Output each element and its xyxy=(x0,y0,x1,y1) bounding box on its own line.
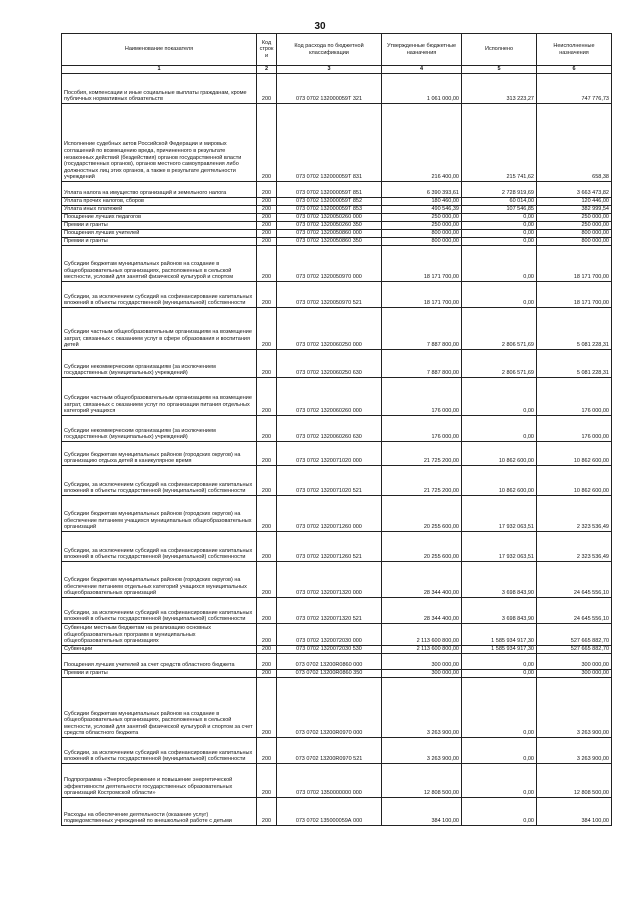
row-name: Поощрения лучших учителей за счет средств областного бюджета xyxy=(62,654,257,670)
row-approved: 250 000,00 xyxy=(382,222,462,230)
row-line-code: 200 xyxy=(257,104,277,182)
table-row xyxy=(62,624,612,646)
row-remaining: 18 171 700,00 xyxy=(537,282,612,308)
column-header-line-code: Код строк и xyxy=(257,34,277,66)
row-remaining: 120 446,00 xyxy=(537,198,612,206)
row-line-code: 200 xyxy=(257,738,277,764)
row-remaining: 5 081 228,31 xyxy=(537,308,612,350)
column-number: 5 xyxy=(462,66,537,74)
row-approved: 18 171 700,00 xyxy=(382,282,462,308)
row-approved: 7 887 800,00 xyxy=(382,308,462,350)
table-row xyxy=(62,246,612,282)
row-executed: 3 698 843,90 xyxy=(462,598,537,624)
column-header-remaining: Неисполненные назначения xyxy=(537,34,612,66)
row-approved: 12 808 500,00 xyxy=(382,764,462,798)
column-number: 1 xyxy=(62,66,257,74)
row-line-code: 200 xyxy=(257,624,277,646)
row-executed: 0,00 xyxy=(462,654,537,670)
table-row xyxy=(62,230,612,238)
table-row xyxy=(62,738,612,764)
row-remaining: 800 000,00 xyxy=(537,230,612,238)
row-approved: 1 061 000,00 xyxy=(382,74,462,104)
row-remaining: 176 000,00 xyxy=(537,416,612,442)
table-row xyxy=(62,654,612,670)
row-approved: 18 171 700,00 xyxy=(382,246,462,282)
row-executed: 17 932 063,51 xyxy=(462,496,537,532)
row-budget-code: 073 0702 1320060260 630 xyxy=(277,416,382,442)
row-remaining: 384 100,00 xyxy=(537,798,612,826)
row-name: Уплата налога на имущество организаций и земельного налога xyxy=(62,182,257,198)
table-row xyxy=(62,182,612,198)
row-budget-code: 073 0702 1320060250 000 xyxy=(277,308,382,350)
column-header-executed: Исполнено xyxy=(462,34,537,66)
row-budget-code: 073 0702 13200R0860 350 xyxy=(277,670,382,678)
row-name: Субсидии, за исключением субсидий на софинансирование капитальных вложений в объекты государственной (муниципальной) собственности xyxy=(62,282,257,308)
row-name: Премии и гранты xyxy=(62,222,257,230)
row-line-code: 200 xyxy=(257,496,277,532)
table-row xyxy=(62,104,612,182)
table-row xyxy=(62,764,612,798)
table-row xyxy=(62,214,612,222)
row-line-code: 200 xyxy=(257,350,277,378)
row-remaining: 527 665 882,70 xyxy=(537,646,612,654)
table-row xyxy=(62,282,612,308)
row-approved: 180 460,00 xyxy=(382,198,462,206)
row-budget-code: 073 0702 1320072030 000 xyxy=(277,624,382,646)
row-name: Субсидии частным общеобразовательным организациям на возмещение затрат, связанных с оказанием услуг в сфере образования и воспитания детей xyxy=(62,308,257,350)
row-line-code: 200 xyxy=(257,654,277,670)
row-remaining: 3 663 473,82 xyxy=(537,182,612,198)
row-approved: 21 725 200,00 xyxy=(382,466,462,496)
row-executed: 2 728 919,69 xyxy=(462,182,537,198)
row-budget-code: 073 0702 13200R0860 000 xyxy=(277,654,382,670)
row-executed: 0,00 xyxy=(462,214,537,222)
row-line-code: 200 xyxy=(257,646,277,654)
row-budget-code: 073 0702 132000059Т 321 xyxy=(277,74,382,104)
row-line-code: 200 xyxy=(257,598,277,624)
row-line-code: 200 xyxy=(257,532,277,562)
row-executed: 215 741,62 xyxy=(462,104,537,182)
table-row xyxy=(62,308,612,350)
row-name: Премии и гранты xyxy=(62,670,257,678)
row-budget-code: 073 0702 1350000000 000 xyxy=(277,764,382,798)
row-executed: 0,00 xyxy=(462,378,537,416)
row-executed: 313 223,27 xyxy=(462,74,537,104)
row-budget-code: 073 0702 13200R0970 000 xyxy=(277,678,382,738)
row-executed: 107 546,85 xyxy=(462,206,537,214)
row-approved: 2 113 600 800,00 xyxy=(382,624,462,646)
row-executed: 0,00 xyxy=(462,282,537,308)
row-line-code: 200 xyxy=(257,378,277,416)
row-executed: 0,00 xyxy=(462,230,537,238)
row-line-code: 200 xyxy=(257,230,277,238)
row-line-code: 200 xyxy=(257,308,277,350)
row-name: Субсидии некоммерческим организациям (за исключением государственных (муниципальных) учреждений) xyxy=(62,416,257,442)
row-approved: 300 000,00 xyxy=(382,670,462,678)
row-budget-code: 073 0702 1320072030 530 xyxy=(277,646,382,654)
row-name: Субвенции местным бюджетам на реализацию основных общеобразовательных программ в муниципальных общеобразовательных организациях xyxy=(62,624,257,646)
budget-execution-table xyxy=(61,33,612,826)
row-budget-code: 073 0702 1320071020 521 xyxy=(277,466,382,496)
row-remaining: 176 000,00 xyxy=(537,378,612,416)
row-line-code: 200 xyxy=(257,198,277,206)
column-header-budget-code: Код расхода по бюджетной классификации xyxy=(277,34,382,66)
table-row xyxy=(62,598,612,624)
row-executed: 0,00 xyxy=(462,670,537,678)
row-line-code: 200 xyxy=(257,416,277,442)
row-name: Уплата прочих налогов, сборов xyxy=(62,198,257,206)
row-name: Субсидии бюджетам муниципальных районов на создание в общеобразовательных организациях, расположенных в сельской местности, условий для занятий физической культурой и спортом за счет средств областного бюджета xyxy=(62,678,257,738)
table-header-row xyxy=(62,34,612,66)
row-name: Подпрограмма «Энергосбережение и повышение энергетической эффективности деятельности государственных образовательных организаций Костромской области» xyxy=(62,764,257,798)
row-name: Субсидии, за исключением субсидий на софинансирование капитальных вложений в объекты государственной (муниципальной) собственности xyxy=(62,738,257,764)
row-name: Расходы на обеспечение деятельности (оказание услуг) подведомственных учреждений по внешкольной работе с детьми xyxy=(62,798,257,826)
row-remaining: 12 808 500,00 xyxy=(537,764,612,798)
row-executed: 10 862 600,00 xyxy=(462,466,537,496)
row-line-code: 200 xyxy=(257,466,277,496)
row-approved: 216 400,00 xyxy=(382,104,462,182)
row-name: Исполнение судебных актов Российской Федерации и мировых соглашений по возмещению вреда, причиненного в результате незаконных действий (бездействия) органов государственной власти (государственных органов), органов местного самоуправления либо должностных лиц этих органов, а также в результате деятельности учреждений xyxy=(62,104,257,182)
row-approved: 20 255 600,00 xyxy=(382,496,462,532)
row-budget-code: 073 0702 1320071260 000 xyxy=(277,496,382,532)
row-budget-code: 073 0702 1320071320 000 xyxy=(277,562,382,598)
row-name: Субсидии бюджетам муниципальных районов на создание в общеобразовательных организациях, расположенных в сельской местности, условий для занятий физической культурой и спортом xyxy=(62,246,257,282)
row-approved: 300 000,00 xyxy=(382,654,462,670)
row-approved: 800 000,00 xyxy=(382,238,462,246)
table-row xyxy=(62,222,612,230)
row-remaining: 300 000,00 xyxy=(537,670,612,678)
row-remaining: 3 263 900,00 xyxy=(537,738,612,764)
table-row xyxy=(62,678,612,738)
row-executed: 0,00 xyxy=(462,798,537,826)
row-name: Субсидии некоммерческим организациям (за исключением государственных (муниципальных) учреждений) xyxy=(62,350,257,378)
table-row xyxy=(62,646,612,654)
row-line-code: 200 xyxy=(257,74,277,104)
row-line-code: 200 xyxy=(257,206,277,214)
row-name: Уплата иных платежей xyxy=(62,206,257,214)
row-remaining: 24 645 556,10 xyxy=(537,562,612,598)
row-executed: 1 585 934 917,30 xyxy=(462,646,537,654)
row-line-code: 200 xyxy=(257,562,277,598)
table-row xyxy=(62,350,612,378)
row-line-code: 200 xyxy=(257,282,277,308)
row-executed: 17 932 063,51 xyxy=(462,532,537,562)
row-budget-code: 073 0702 1320071260 521 xyxy=(277,532,382,562)
row-name: Премии и гранты xyxy=(62,238,257,246)
table-row xyxy=(62,442,612,466)
row-budget-code: 073 0702 1320071320 521 xyxy=(277,598,382,624)
row-remaining: 3 263 900,00 xyxy=(537,678,612,738)
row-name: Субсидии, за исключением субсидий на софинансирование капитальных вложений в объекты государственной (муниципальной) собственности xyxy=(62,532,257,562)
row-line-code: 200 xyxy=(257,670,277,678)
row-approved: 28 344 400,00 xyxy=(382,562,462,598)
row-budget-code: 073 0702 132000059Т 831 xyxy=(277,104,382,182)
row-approved: 20 255 600,00 xyxy=(382,532,462,562)
row-remaining: 250 000,00 xyxy=(537,214,612,222)
column-header-name: Наименование показателя xyxy=(62,34,257,66)
row-remaining: 18 171 700,00 xyxy=(537,246,612,282)
row-name: Пособия, компенсации и иные социальные выплаты гражданам, кроме публичных нормативных обязательств xyxy=(62,74,257,104)
column-header-approved: Утвержденные бюджетные назначения xyxy=(382,34,462,66)
table-row xyxy=(62,198,612,206)
row-line-code: 200 xyxy=(257,678,277,738)
row-executed: 0,00 xyxy=(462,678,537,738)
row-budget-code: 073 0702 1320050970 000 xyxy=(277,246,382,282)
row-executed: 0,00 xyxy=(462,246,537,282)
table-row xyxy=(62,496,612,532)
column-number: 6 xyxy=(537,66,612,74)
row-approved: 250 000,00 xyxy=(382,214,462,222)
row-approved: 21 725 200,00 xyxy=(382,442,462,466)
row-name: Субсидии бюджетам муниципальных районов (городских округов) на обеспечение питанием учащихся муниципальных общеобразовательных организаций xyxy=(62,496,257,532)
row-executed: 2 806 571,69 xyxy=(462,350,537,378)
table-row xyxy=(62,532,612,562)
row-approved: 176 000,00 xyxy=(382,378,462,416)
row-budget-code: 073 0702 13200R0970 521 xyxy=(277,738,382,764)
row-budget-code: 073 0702 135000059А 000 xyxy=(277,798,382,826)
row-remaining: 527 665 882,70 xyxy=(537,624,612,646)
row-approved: 28 344 400,00 xyxy=(382,598,462,624)
column-number: 2 xyxy=(257,66,277,74)
row-remaining: 10 862 600,00 xyxy=(537,466,612,496)
row-remaining: 5 081 228,31 xyxy=(537,350,612,378)
row-remaining: 24 645 556,10 xyxy=(537,598,612,624)
row-budget-code: 073 0702 1320050970 521 xyxy=(277,282,382,308)
row-executed: 0,00 xyxy=(462,222,537,230)
row-line-code: 200 xyxy=(257,182,277,198)
column-number-row xyxy=(62,66,612,74)
row-remaining: 2 323 536,49 xyxy=(537,532,612,562)
page-number: 30 xyxy=(314,21,326,32)
table-row xyxy=(62,562,612,598)
row-line-code: 200 xyxy=(257,222,277,230)
row-approved: 3 263 900,00 xyxy=(382,678,462,738)
table-row xyxy=(62,206,612,214)
row-line-code: 200 xyxy=(257,246,277,282)
table-row xyxy=(62,74,612,104)
row-executed: 3 698 843,90 xyxy=(462,562,537,598)
row-name: Поощрения лучших учителей xyxy=(62,230,257,238)
row-name: Субсидии, за исключением субсидий на софинансирование капитальных вложений в объекты государственной (муниципальной) собственности xyxy=(62,598,257,624)
row-budget-code: 073 0702 1320060250 630 xyxy=(277,350,382,378)
row-name: Субсидии бюджетам муниципальных районов (городских округов) на организацию отдыха детей в каникулярное время xyxy=(62,442,257,466)
row-line-code: 200 xyxy=(257,442,277,466)
row-budget-code: 073 0702 1320071020 000 xyxy=(277,442,382,466)
row-approved: 176 000,00 xyxy=(382,416,462,442)
table-row xyxy=(62,798,612,826)
row-approved: 384 100,00 xyxy=(382,798,462,826)
row-executed: 0,00 xyxy=(462,764,537,798)
row-name: Субсидии бюджетам муниципальных районов (городских округов) на обеспечение питанием отдельных категорий учащихся муниципальных общеобразовательных организаций xyxy=(62,562,257,598)
row-executed: 0,00 xyxy=(462,416,537,442)
row-executed: 60 014,00 xyxy=(462,198,537,206)
row-approved: 800 000,00 xyxy=(382,230,462,238)
row-budget-code: 073 0702 132000059Т 852 xyxy=(277,198,382,206)
row-approved: 7 887 800,00 xyxy=(382,350,462,378)
table-row xyxy=(62,238,612,246)
table-row xyxy=(62,416,612,442)
row-executed: 0,00 xyxy=(462,738,537,764)
table-row xyxy=(62,670,612,678)
row-approved: 490 546,39 xyxy=(382,206,462,214)
row-remaining: 747 776,73 xyxy=(537,74,612,104)
row-remaining: 658,38 xyxy=(537,104,612,182)
row-line-code: 200 xyxy=(257,214,277,222)
row-executed: 1 585 934 917,30 xyxy=(462,624,537,646)
row-budget-code: 073 0702 132000059Т 853 xyxy=(277,206,382,214)
row-approved: 6 390 393,61 xyxy=(382,182,462,198)
row-executed: 2 806 571,69 xyxy=(462,308,537,350)
row-remaining: 382 999,54 xyxy=(537,206,612,214)
row-remaining: 300 000,00 xyxy=(537,654,612,670)
table-row xyxy=(62,466,612,496)
row-remaining: 10 862 600,00 xyxy=(537,442,612,466)
table-row xyxy=(62,378,612,416)
row-executed: 10 862 600,00 xyxy=(462,442,537,466)
column-number: 4 xyxy=(382,66,462,74)
row-remaining: 250 000,00 xyxy=(537,222,612,230)
row-name: Субсидии частным общеобразовательным организациям на возмещение затрат, связанных с оказанием услуг по организации питания отдельных категорий учащихся xyxy=(62,378,257,416)
row-line-code: 200 xyxy=(257,238,277,246)
row-budget-code: 073 0702 1320050260 000 xyxy=(277,214,382,222)
row-name: Субвенции xyxy=(62,646,257,654)
row-approved: 2 113 600 800,00 xyxy=(382,646,462,654)
row-remaining: 2 323 536,49 xyxy=(537,496,612,532)
row-line-code: 200 xyxy=(257,798,277,826)
column-number: 3 xyxy=(277,66,382,74)
row-approved: 3 263 900,00 xyxy=(382,738,462,764)
row-budget-code: 073 0702 1320050860 350 xyxy=(277,238,382,246)
row-remaining: 800 000,00 xyxy=(537,238,612,246)
row-budget-code: 073 0702 1320050260 350 xyxy=(277,222,382,230)
row-budget-code: 073 0702 1320060260 000 xyxy=(277,378,382,416)
row-budget-code: 073 0702 132000059Т 851 xyxy=(277,182,382,198)
row-name: Субсидии, за исключением субсидий на софинансирование капитальных вложений в объекты государственной (муниципальной) собственности xyxy=(62,466,257,496)
row-name: Поощрение лучших педагогов xyxy=(62,214,257,222)
row-budget-code: 073 0702 1320050860 000 xyxy=(277,230,382,238)
row-executed: 0,00 xyxy=(462,238,537,246)
row-line-code: 200 xyxy=(257,764,277,798)
